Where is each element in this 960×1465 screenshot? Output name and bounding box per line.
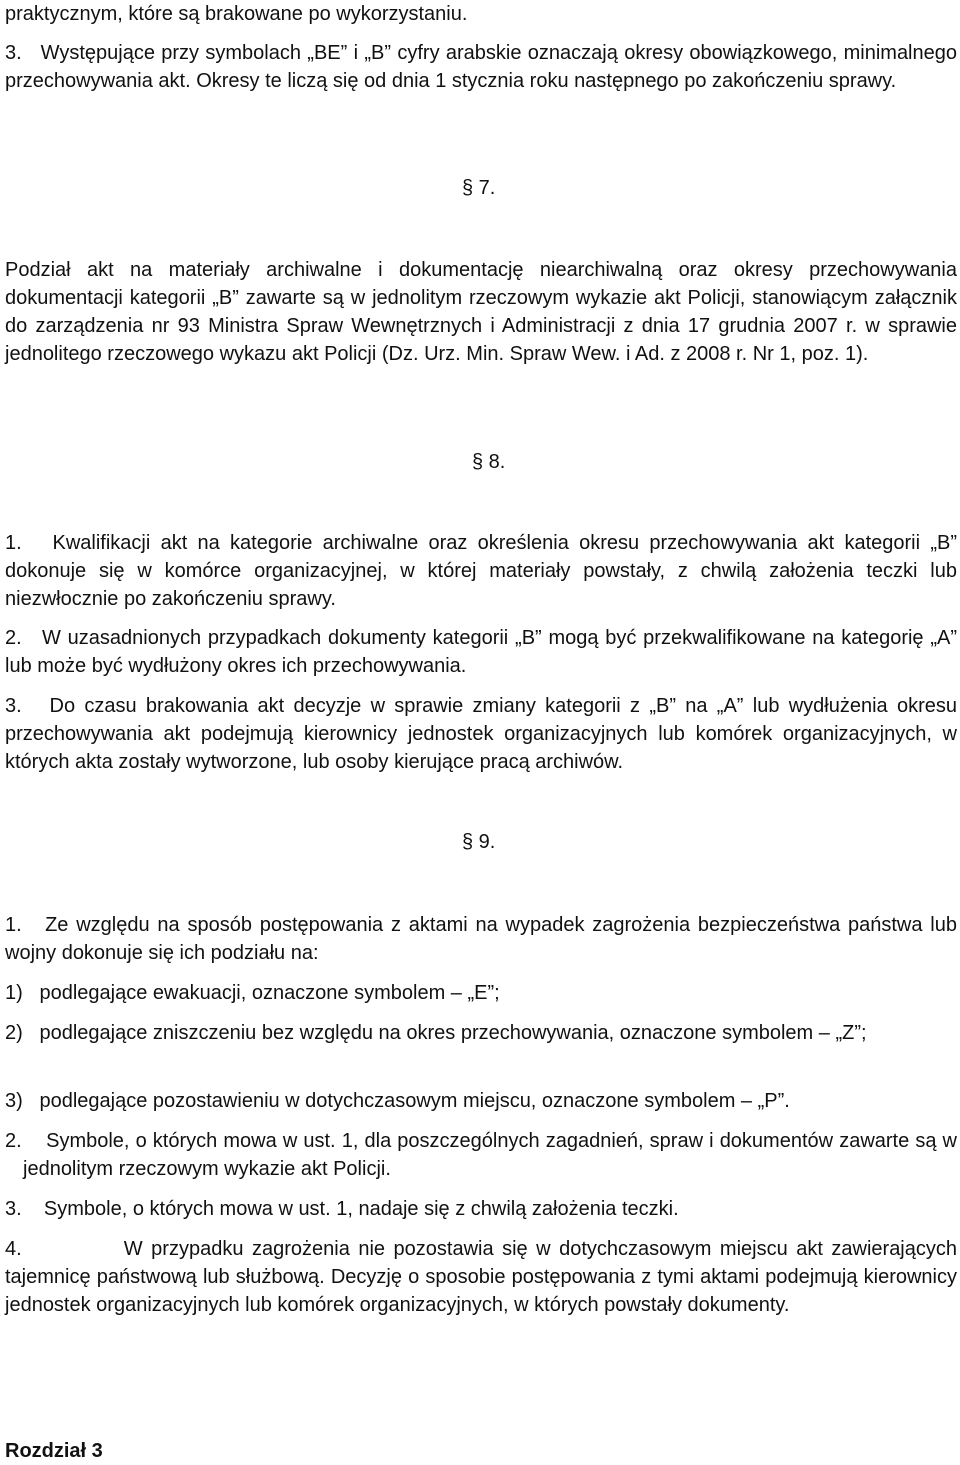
section-8-paragraph-2: 2. W uzasadnionych przypadkach dokumenty kategorii „B” mogą być przekwalifikowane na kategorię „A” lub może być wydłużony okres ich przechowywania. <box>5 627 957 677</box>
section-9-paragraph-4: 4. W przypadku zagrożenia nie pozostawia się w dotychczasowym miejscu akt zawierających tajemnicę państwową lub służbową. Decyzję o sposobie postępowania z tymi aktami podejmują kierownicy jednostek organizacyjnych lub komórek organizacyjnych, w których powstały dokumenty. <box>5 1238 957 1316</box>
section-9-paragraph-3: 3. Symbole, o których mowa w ust. 1, nadaje się z chwilą założenia teczki. <box>5 1198 679 1220</box>
section-7-heading: § 7. <box>462 177 496 199</box>
section-9-heading: § 9. <box>462 831 496 853</box>
section-9-item-3: 3) podlegające pozostawieniu w dotychczasowym miejscu, oznaczone symbolem – „P”. <box>5 1090 790 1112</box>
section-8-heading: § 8. <box>472 451 506 473</box>
section-9-paragraph-2: 2. Symbole, o których mowa w ust. 1, dla poszczególnych zagadnień, spraw i dokumentów zawarte są w jednolitym rzeczowym wykazie akt Policji. <box>5 1130 957 1180</box>
section-9-paragraph-1: 1. Ze względu na sposób postępowania z aktami na wypadek zagrożenia bezpieczeństwa państwa lub wojny dokonuje się ich podziału na: <box>5 914 957 964</box>
section-9-item-1: 1) podlegające ewakuacji, oznaczone symbolem – „E”; <box>5 982 500 1004</box>
paragraph-continuation: praktycznym, które są brakowane po wykorzystaniu. <box>5 3 468 25</box>
paragraph-6-3: 3. Występujące przy symbolach „BE” i „B” cyfry arabskie oznaczają okresy obowiązkowego, minimalnego przechowywania akt. Okresy te liczą się od dnia 1 stycznia roku następnego po zakończeniu sprawy. <box>5 42 957 92</box>
chapter-heading: Rozdział 3 <box>5 1440 103 1462</box>
section-9-item-2: 2) podlegające zniszczeniu bez względu na okres przechowywania, oznaczone symbolem – „Z”; <box>5 1022 867 1044</box>
section-7-paragraph: Podział akt na materiały archiwalne i dokumentację niearchiwalną oraz okresy przechowywania dokumentacji kategorii „B” zawarte są w jednolitym rzeczowym wykazie akt Policji, stanowiącym załącznik do zarządzenia nr 93 Ministra Spraw Wewnętrznych i Administracji z dnia 17 grudnia 2007 r. w sprawie jednolitego rzeczowego wykazu akt Policji (Dz. Urz. Min. Spraw Wew. i Ad. z 2008 r. Nr 1, poz. 1). <box>5 259 957 365</box>
section-8-paragraph-1: 1. Kwalifikacji akt na kategorie archiwalne oraz określenia okresu przechowywania akt kategorii „B” dokonuje się w komórce organizacyjnej, w której materiały powstały, z chwilą założenia teczki lub niezwłocznie po zakończeniu sprawy. <box>5 532 957 610</box>
section-8-paragraph-3: 3. Do czasu brakowania akt decyzje w sprawie zmiany kategorii z „B” na „A” lub wydłużenia okresu przechowywania akt podejmują kierownicy jednostek organizacyjnych lub komórek organizacyjnych, w których akta zostały wytworzone, lub osoby kierujące pracą archiwów. <box>5 695 957 773</box>
